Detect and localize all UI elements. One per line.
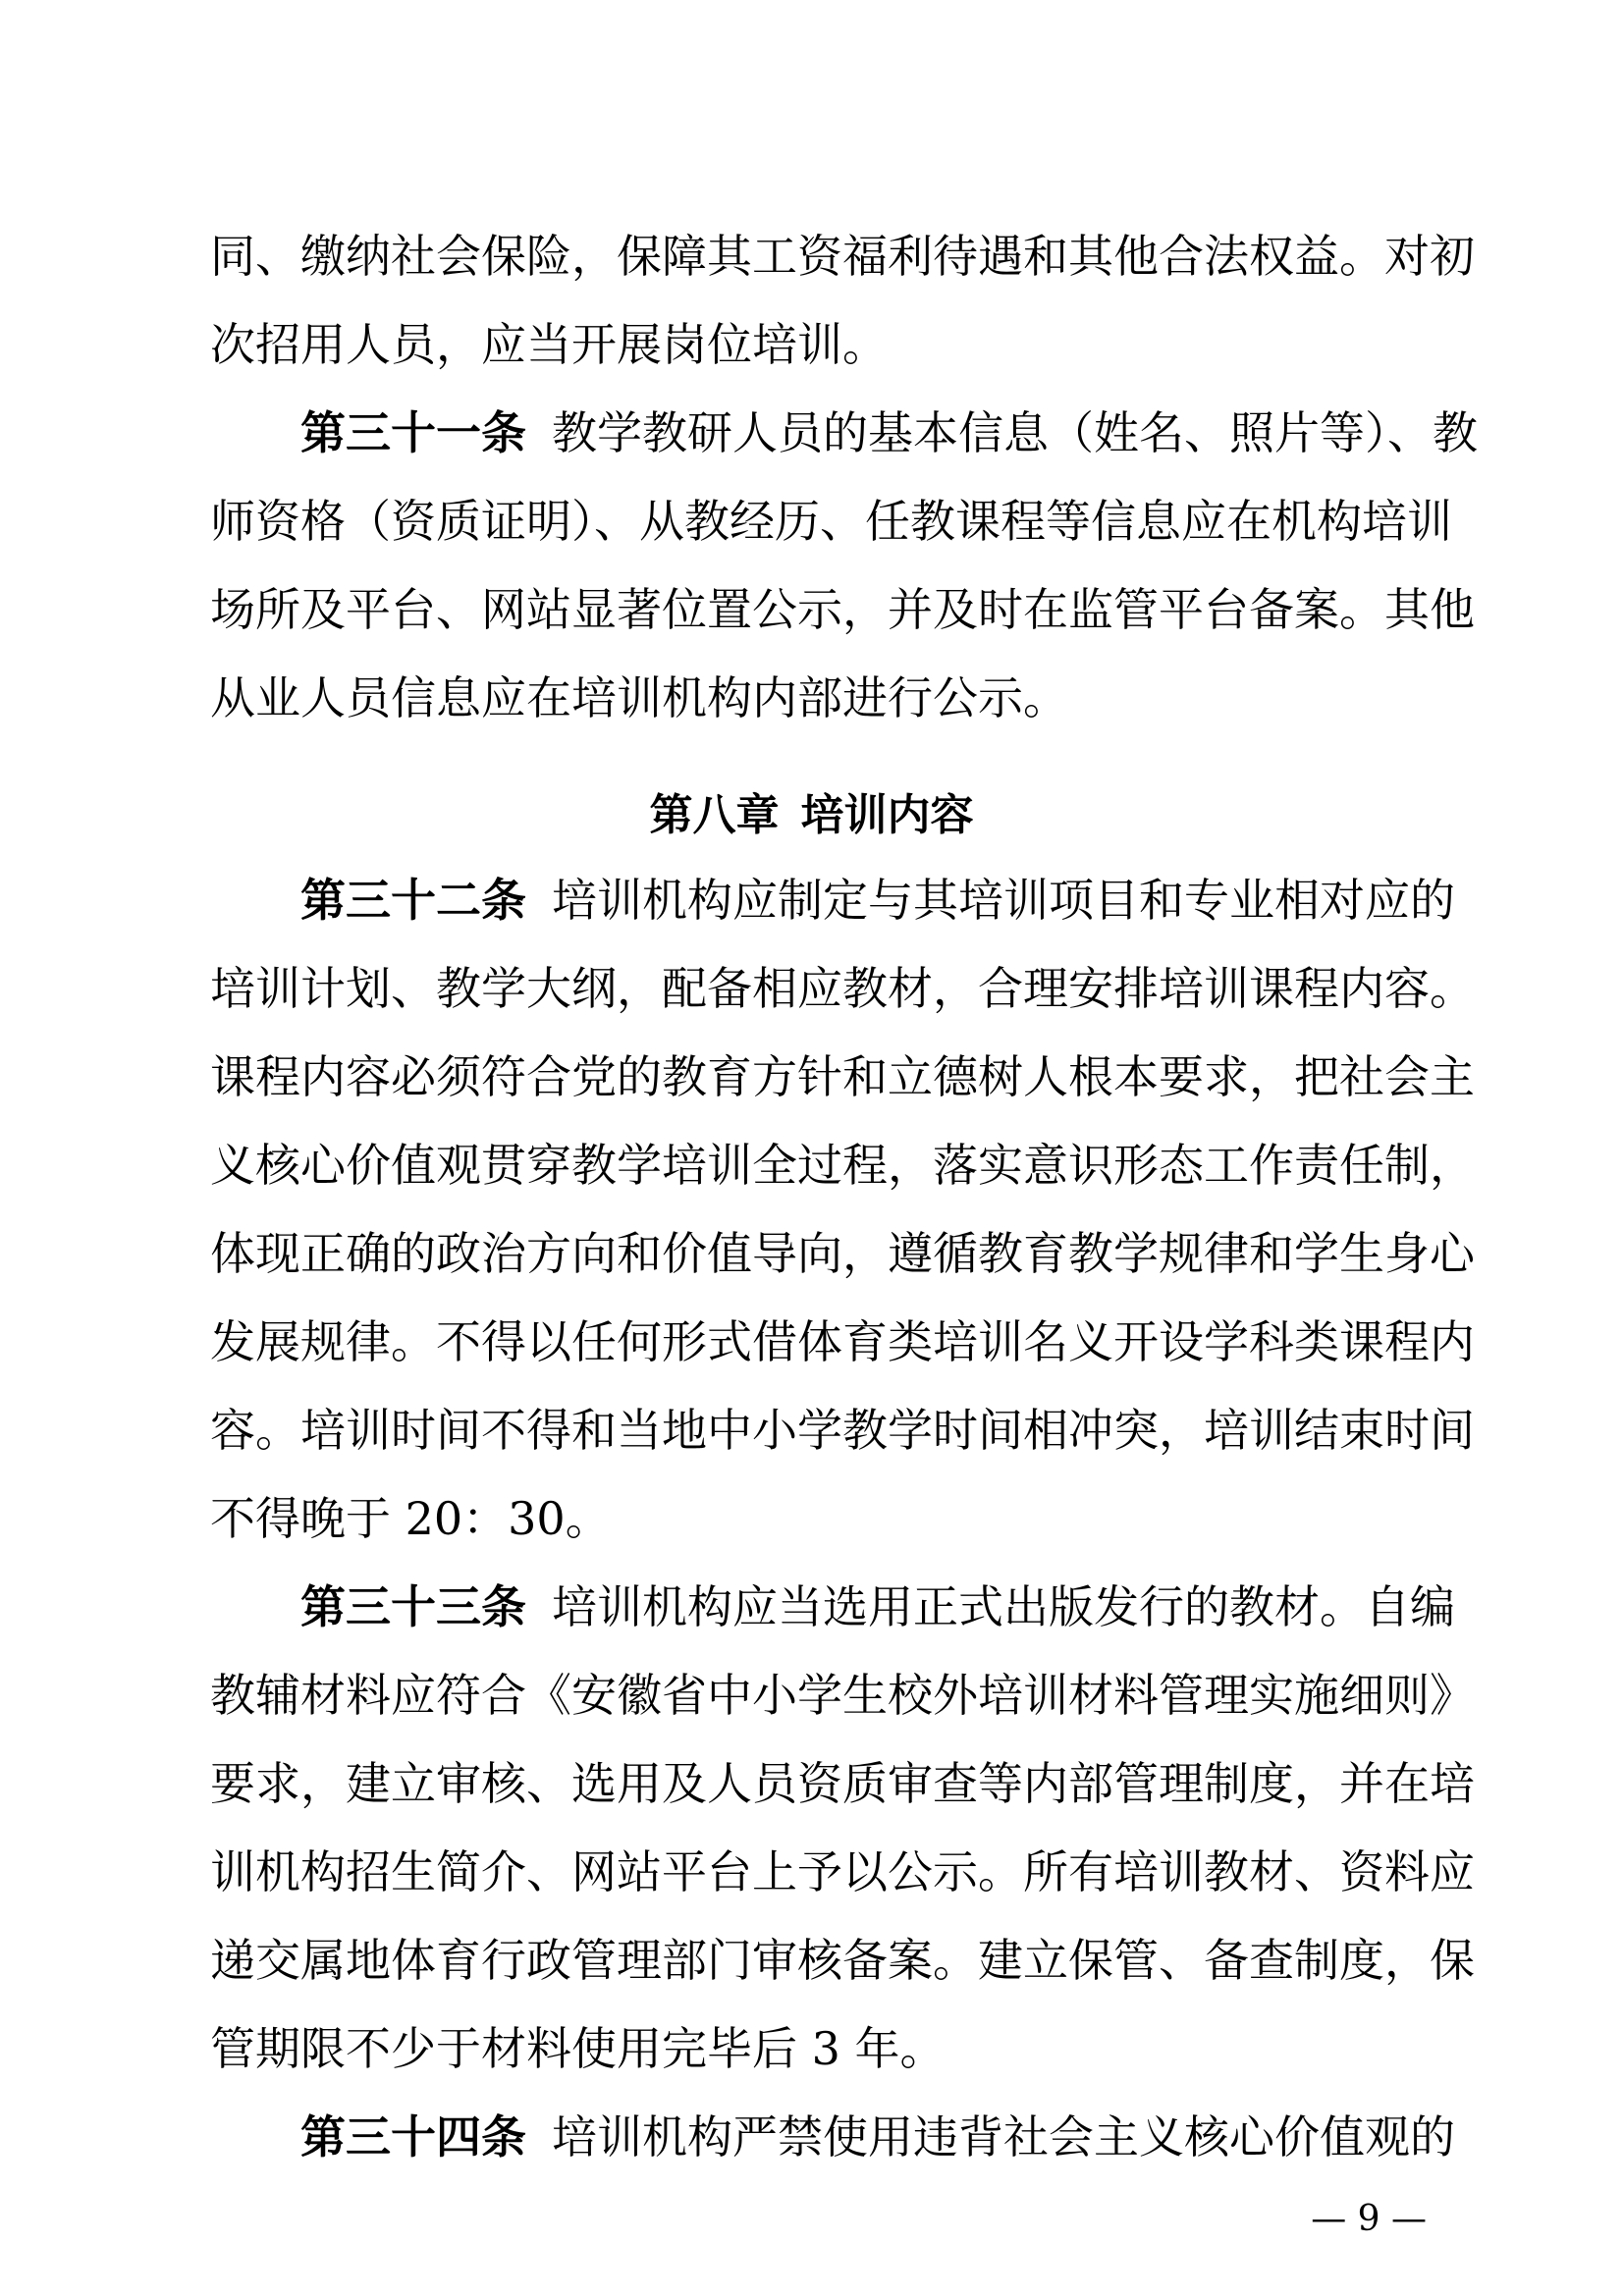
chapter-heading xyxy=(0,772,1623,860)
text-line: 次招用人员，应当开展岗位培训。 xyxy=(210,318,888,371)
text-line: 管期限不少于材料使用完毕后 3 年。 xyxy=(210,2022,946,2075)
text-line: 递交属地体育行政管理部门审核备案。建立保管、备查制度，保 xyxy=(210,1934,1475,1987)
text-line: 义核心价值观贯穿教学培训全过程，落实意识形态工作责任制， xyxy=(210,1139,1475,1192)
article-33-text: 培训机构应当选用正式出版发行的教材。自编 xyxy=(552,1580,1455,1633)
article-33-first-line xyxy=(300,1563,1455,1651)
text-line: 场所及平台、网站显著位置公示，并及时在监管平台备案。其他 xyxy=(210,583,1475,636)
article-32-first-line xyxy=(300,856,1455,944)
text-line: 课程内容必须符合党的教育方针和立德树人根本要求，把社会主 xyxy=(210,1050,1475,1103)
chapter-title: 培训内容 xyxy=(800,790,974,840)
text-line: 师资格（资质证明）、从教经历、任教课程等信息应在机构培训 xyxy=(210,495,1452,548)
text-line: 发展规律。不得以任何形式借体育类培训名义开设学科类课程内 xyxy=(210,1315,1475,1368)
text-line: 同、缴纳社会保险，保障其工资福利待遇和其他合法权益。对初 xyxy=(210,230,1475,283)
article-32-label: 第三十二条 xyxy=(300,874,526,927)
article-34-first-line xyxy=(300,2093,1455,2181)
text-line: 体现正确的政治方向和价值导向，遵循教育教学规律和学生身心 xyxy=(210,1227,1475,1280)
page-number: — 9 — xyxy=(1311,2199,1427,2239)
text-line: 不得晚于 20：30。 xyxy=(210,1492,611,1545)
article-34-label: 第三十四条 xyxy=(300,2110,526,2163)
text-line: 培训计划、教学大纲，配备相应教材，合理安排培训课程内容。 xyxy=(210,962,1475,1015)
article-31-first-line xyxy=(300,389,1478,477)
article-34-text: 培训机构严禁使用违背社会主义核心价值观的 xyxy=(552,2110,1455,2163)
text-line: 容。培训时间不得和当地中小学教学时间相冲突，培训结束时间 xyxy=(210,1404,1475,1457)
chapter-number: 第八章 xyxy=(649,790,780,840)
article-32-text: 培训机构应制定与其培训项目和专业相对应的 xyxy=(552,874,1455,927)
text-line: 训机构招生简介、网站平台上予以公示。所有培训教材、资料应 xyxy=(210,1845,1475,1898)
article-33-label: 第三十三条 xyxy=(300,1580,526,1633)
text-line: 要求，建立审核、选用及人员资质审查等内部管理制度，并在培 xyxy=(210,1757,1475,1810)
text-line: 教辅材料应符合《安徽省中小学生校外培训材料管理实施细则》 xyxy=(210,1669,1475,1722)
article-31-text: 教学教研人员的基本信息（姓名、照片等）、教 xyxy=(552,406,1478,459)
article-31-label: 第三十一条 xyxy=(300,406,526,459)
text-line: 从业人员信息应在培训机构内部进行公示。 xyxy=(210,671,1068,724)
